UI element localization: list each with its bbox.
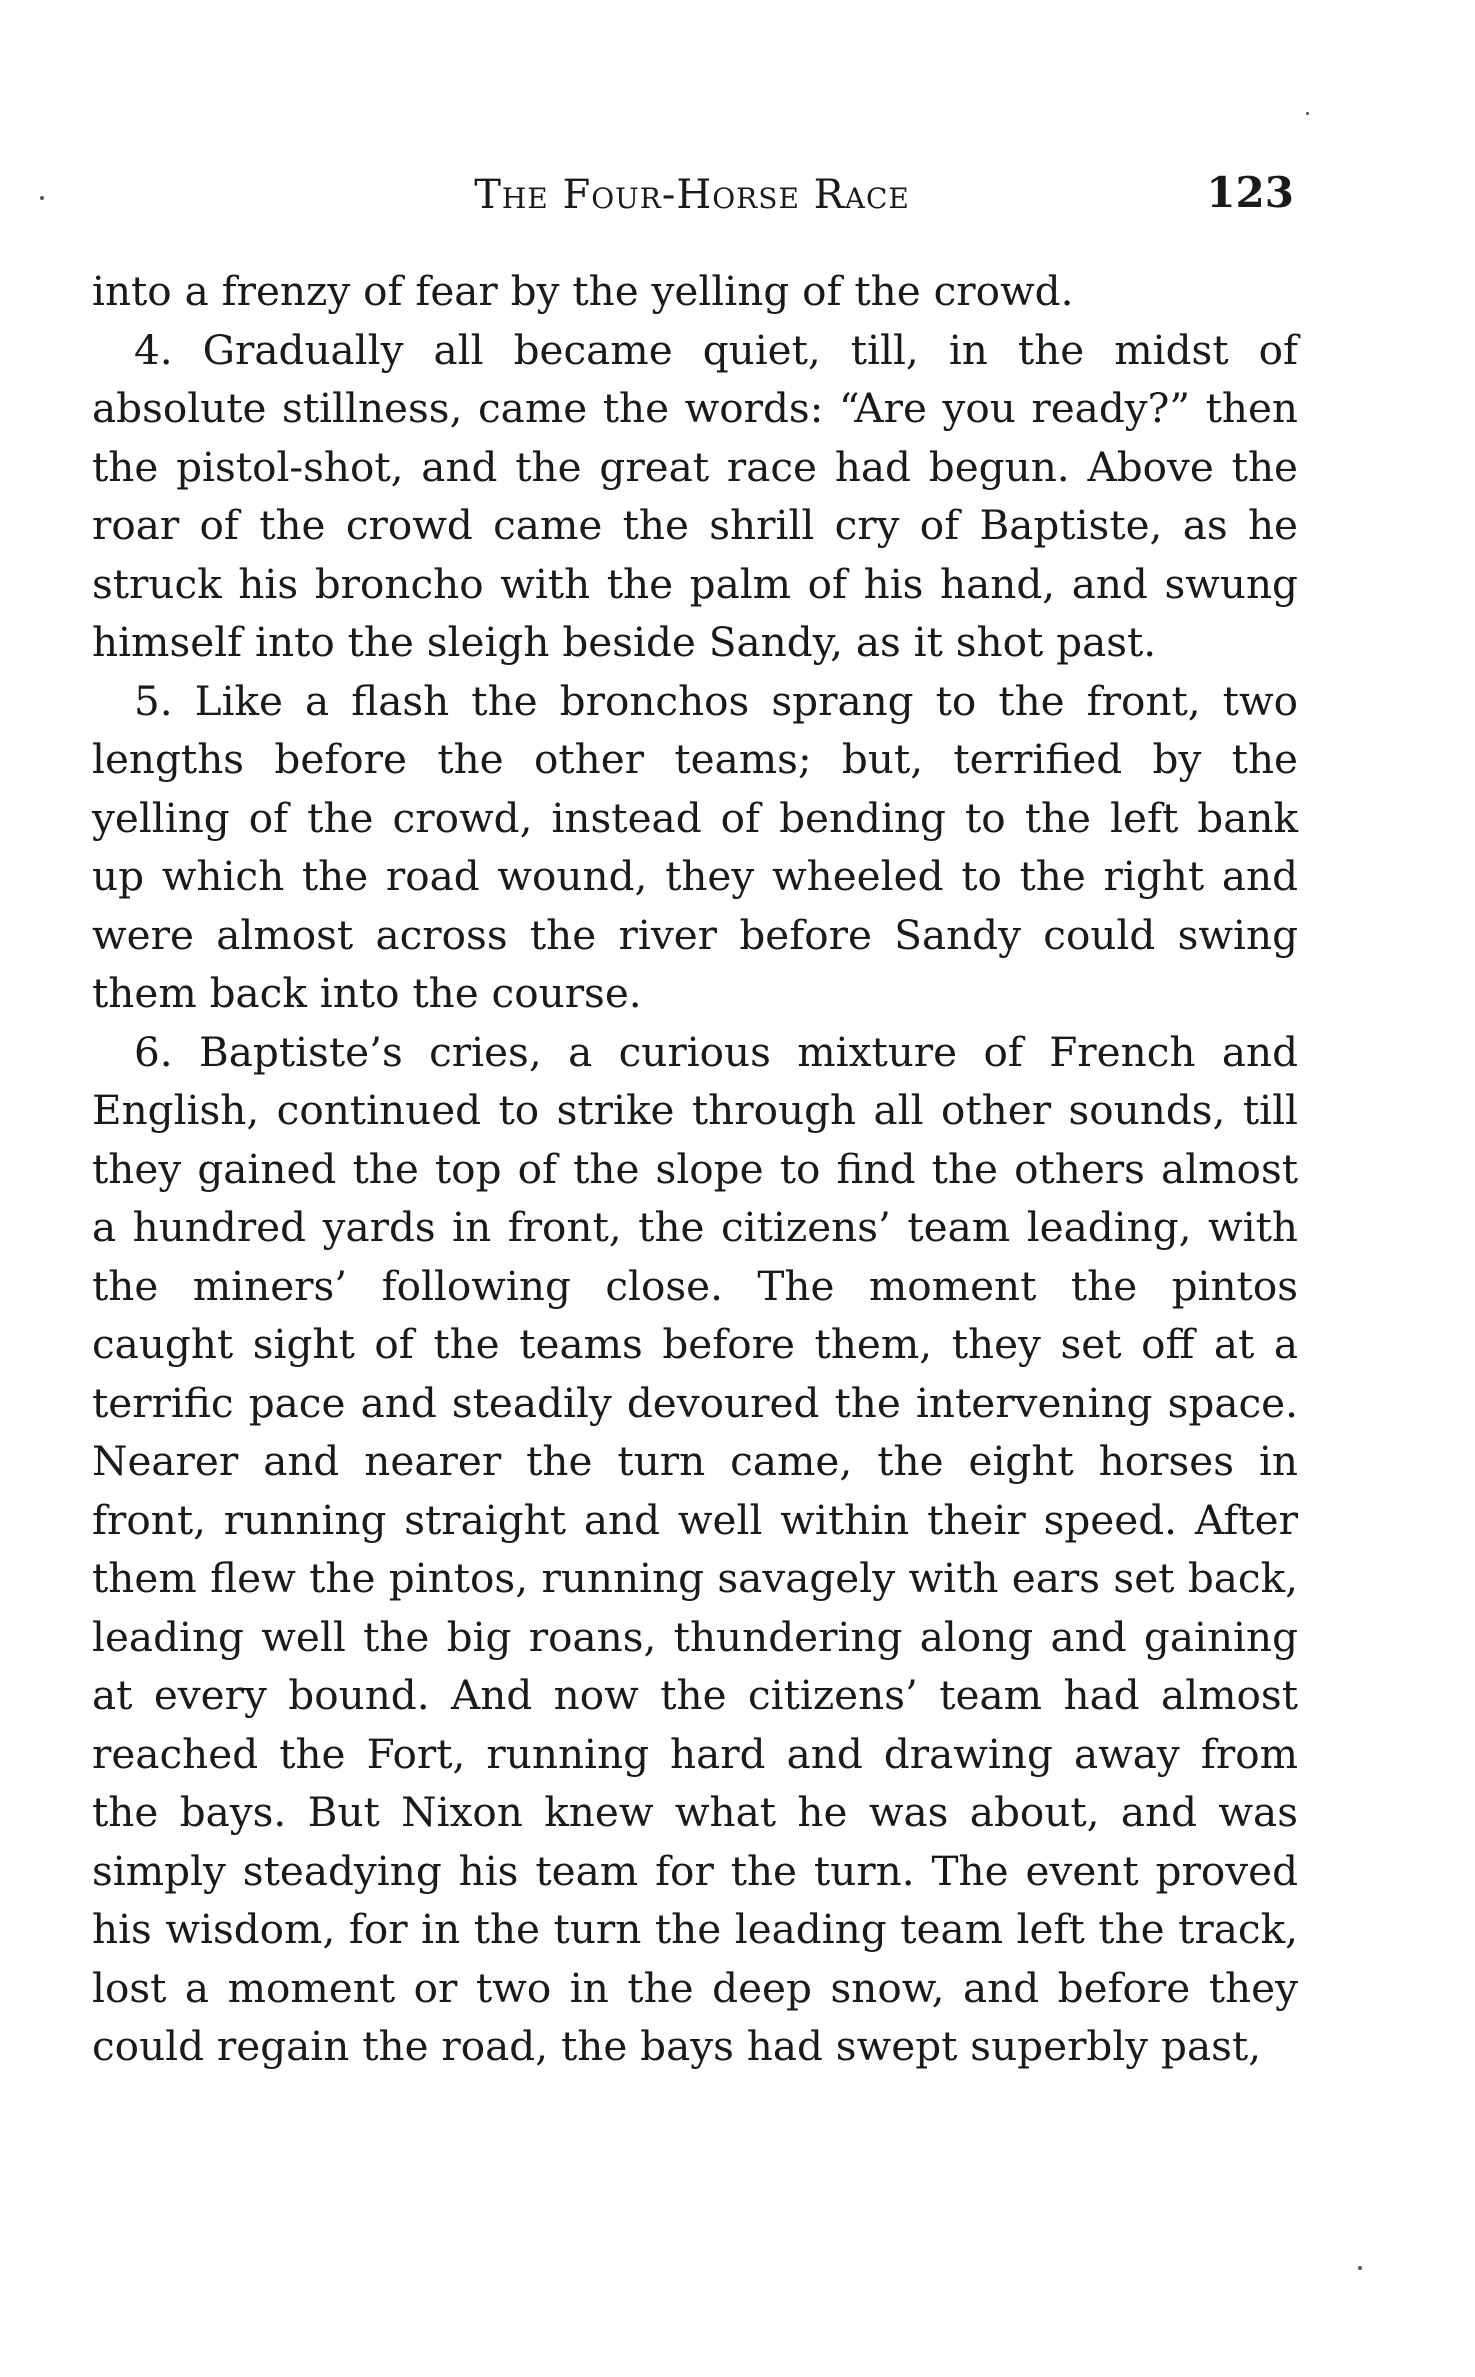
paragraph-5: 5. Like a flash the bronchos sprang to the front, two lengths before the other teams; but, terrified by the yelling of the crowd, instead of bending to the left bank up which the road wound, they wheeled to the right and were almost across the river before Sandy could swing them back into the course. bbox=[92, 676, 1298, 1017]
scan-speck bbox=[1306, 112, 1309, 115]
page-number: 123 bbox=[1206, 168, 1294, 217]
scan-speck bbox=[40, 196, 44, 200]
scan-speck bbox=[1358, 2266, 1362, 2270]
paragraph-6: 6. Baptiste’s cries, a curious mixture of French and English, continued to strike through all other sounds, till they gained the top of the slope to find the others almost a hundred yards in front, the citizens’ team leading, with the miners’ following close. The moment the pintos caught sight of the teams before them, they set off at a terrific pace and steadily devoured the intervening space. Nearer and nearer the turn came, the eight horses in front, running straight and well within their speed. After them flew the pintos, running savagely with ears set back, leading well the big roans, thundering along and gaining at every bound. And now the citizens’ team had almost reached the Fort, running hard and drawing away from the bays. But Nixon knew what he was about, and was simply steadying his team for the turn. The event proved his wisdom, for in the turn the leading team left the track, lost a moment or two in the deep snow, and before they could regain the road, the bays had swept superbly past, bbox=[92, 1027, 1298, 2070]
running-title: The Four-Horse Race bbox=[474, 172, 910, 218]
paragraph-continued: into a frenzy of fear by the yelling of the crowd. bbox=[92, 267, 1074, 315]
page-header bbox=[92, 168, 1292, 228]
paragraph-4: 4. Gradually all became quiet, till, in the midst of absolute stillness, came the words: “Are you ready?” then the pistol-shot, and the great race had begun. Above the roar of the crowd came the shrill cry of Baptiste, as he struck his broncho with the palm of his hand, and swung himself into the sleigh beside Sandy, as it shot past. bbox=[92, 325, 1298, 666]
body-text bbox=[92, 262, 1298, 2076]
